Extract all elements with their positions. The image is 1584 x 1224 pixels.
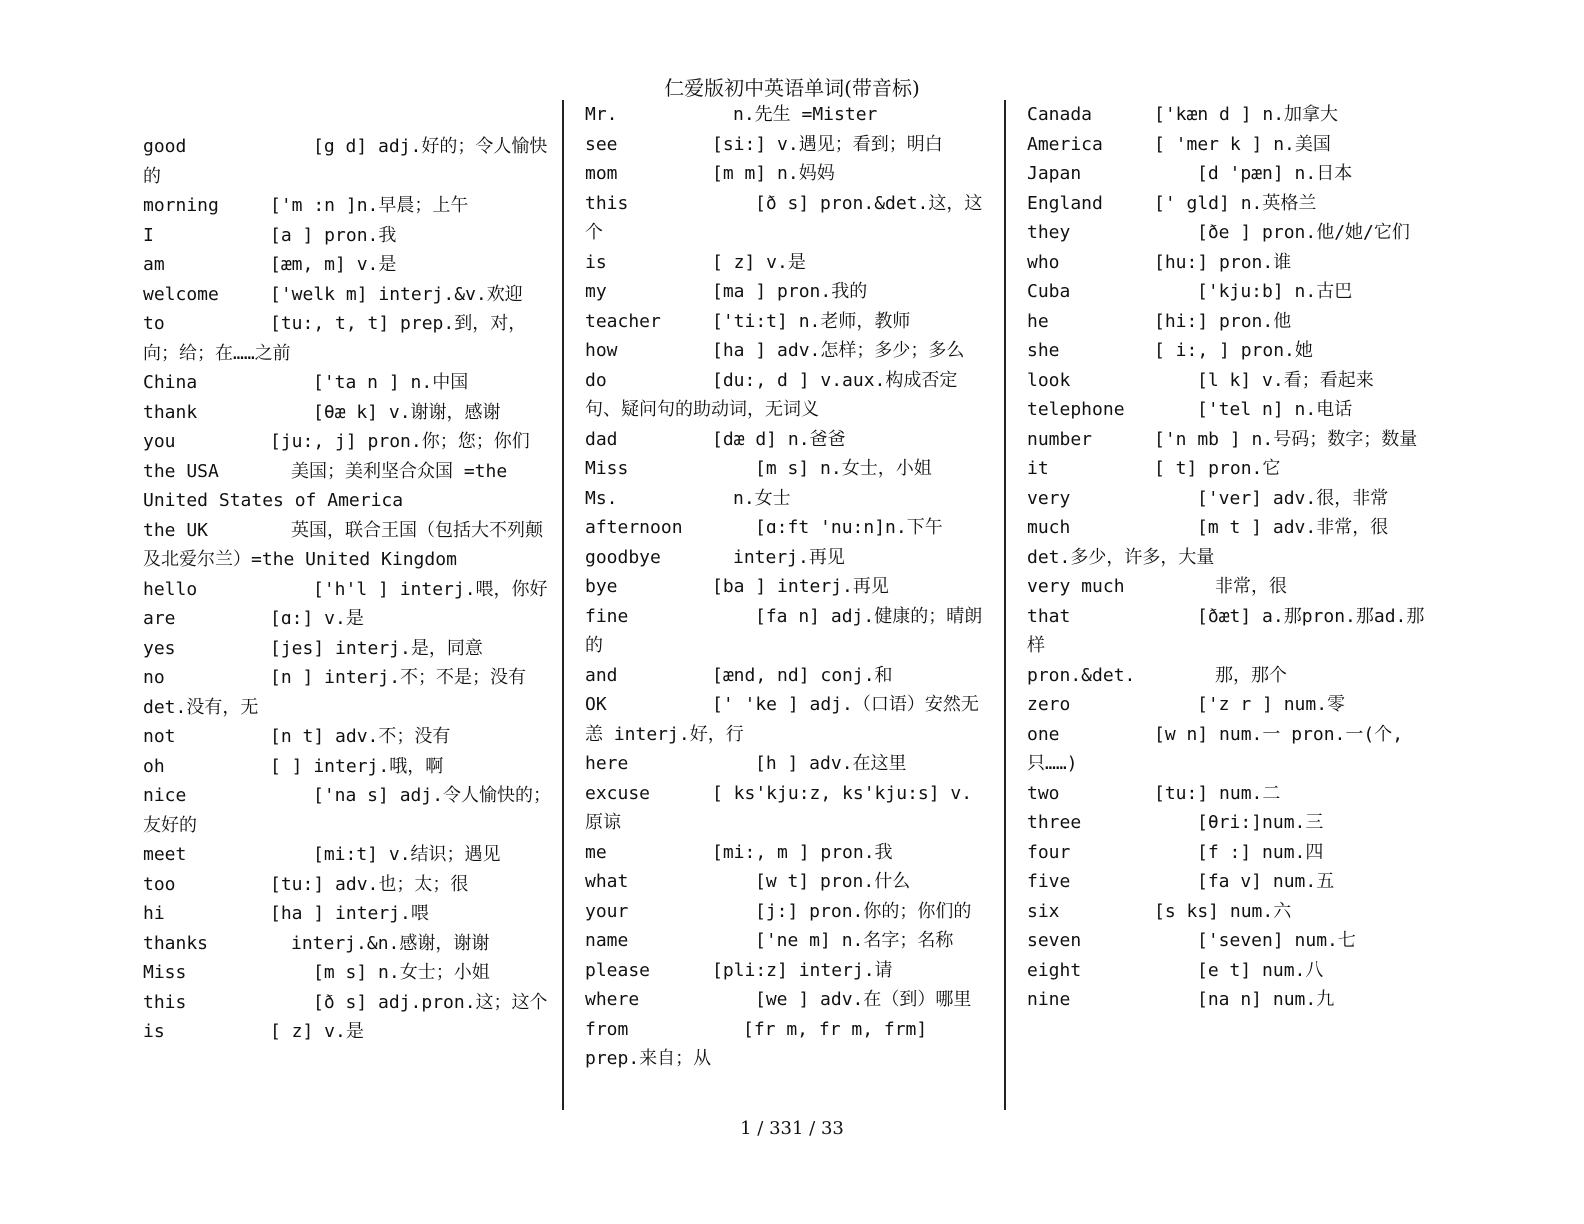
vocab-entry [1027,867,1437,897]
vocab-definition: [ð s] pron.&det.这，这个 [585,192,983,243]
vocab-definition: [ð s] adj.pron.这；这个 [313,991,548,1013]
vocab-definition: [' gld] n.英格兰 [1154,192,1317,214]
vocab-entry [1027,454,1437,484]
vocab-definition: 非常，很 [1215,576,1287,597]
vocab-entry [143,132,553,191]
vocab-word: not [143,726,176,747]
column-1 [143,100,553,1047]
vocab-definition: [ z] v.是 [712,251,806,273]
vocab-entry [143,604,553,634]
vocab-word: good [143,136,187,157]
vocab-entry [585,985,990,1015]
column-2 [585,100,990,1074]
vocab-word: England [1027,192,1103,214]
vocab-word: where [585,989,640,1010]
vocab-entry [143,250,553,280]
vocab-definition: [e t] num.八 [1197,959,1324,981]
vocab-definition: [ t] pron.它 [1154,458,1281,479]
vocab-definition: ['ver] adv.很，非常 [1197,487,1389,509]
vocab-word: from [585,1018,629,1040]
vocab-word: too [143,873,176,895]
vocab-definition: [ ks'kju:z, ks'kju:s] v.原谅 [585,782,973,833]
vocab-entry [585,307,990,337]
vocab-word: Ms. [585,487,618,509]
vocab-definition: [ju:, j] pron.你；您；你们 [270,431,530,452]
vocab-word: look [1027,369,1071,391]
vocab-definition: [si:] v.遇见；看到；明白 [712,133,943,155]
vocab-entry [1027,602,1437,661]
vocab-word: eight [1027,959,1082,981]
vocab-definition: [d 'pæn] n.日本 [1197,163,1353,184]
vocab-word: four [1027,841,1071,863]
vocab-definition: n.先生 =Mister [733,104,878,125]
vocab-entry [585,248,990,278]
vocab-entry [1027,808,1437,838]
vocab-word: yes [143,637,176,659]
vocab-word: it [1027,458,1049,479]
vocab-entry [1027,720,1437,779]
vocab-definition: [we ] adv.在（到）哪里 [755,989,972,1010]
vocab-word: am [143,254,165,275]
vocab-word: Miss [585,458,629,479]
vocab-entry [585,425,990,455]
vocab-entry [143,309,553,368]
vocab-word: pron.&det. [1027,664,1136,686]
vocab-word: thanks [143,932,209,954]
vocab-entry [585,897,990,927]
vocab-definition: ['na s] adj.令人愉快的；友好的 [143,785,552,836]
vocab-definition: ['kæn d ] n.加拿大 [1154,104,1339,125]
vocab-definition: [pli:z] interj.请 [712,959,893,981]
vocab-definition: [w t] pron.什么 [755,871,911,892]
vocab-definition: [fr m, fr m, frm] prep.来自；从 [585,1018,928,1069]
vocab-entry [1027,985,1437,1015]
vocab-entry [585,926,990,956]
vocab-word: name [585,930,629,951]
vocab-definition: [ænd, nd] conj.和 [712,664,893,686]
vocab-word: five [1027,871,1071,892]
vocab-definition: [l k] v.看；看起来 [1197,369,1374,391]
vocab-definition: [hi:] pron.他 [1154,310,1292,332]
vocab-definition: [dæ d] n.爸爸 [712,428,846,450]
vocab-word: she [1027,340,1060,361]
vocab-definition: [j:] pron.你的；你们的 [755,900,972,922]
vocab-entry [143,781,553,840]
vocab-entry [1027,897,1437,927]
vocab-word: much [1027,517,1071,538]
vocab-word: please [585,959,651,981]
vocab-entry [143,516,553,575]
vocab-definition: [ z] v.是 [270,1021,364,1042]
vocab-definition: [m s] n.女士；小姐 [313,962,490,983]
vocab-entry [143,663,553,722]
vocab-definition: [hu:] pron.谁 [1154,251,1292,273]
vocab-entry [143,899,553,929]
vocab-definition: ['kju:b] n.古巴 [1197,281,1353,302]
vocab-entry [1027,248,1437,278]
vocab-word: oh [143,755,165,777]
vocab-entry [585,513,990,543]
vocab-definition: [ɑ:] v.是 [270,608,364,629]
vocab-entry [1027,130,1437,160]
vocab-entry [1027,395,1437,425]
vocab-definition: [ ] interj.哦，啊 [270,755,444,777]
vocab-entry [585,690,990,749]
vocab-definition: [ i:, ] pron.她 [1154,340,1313,361]
vocab-definition: [æm, m] v.是 [270,254,397,275]
vocab-entry [143,988,553,1018]
vocab-word: fine [585,605,629,627]
vocab-entry [585,543,990,573]
vocab-entry [1027,572,1437,602]
vocab-definition: [jes] interj.是，同意 [270,637,483,659]
vocab-entry [143,958,553,988]
vocab-word: you [143,431,176,452]
vocab-word: Cuba [1027,281,1071,302]
vocab-definition: [w n] num.一 pron.一(个,只……) [1027,723,1404,774]
vocab-definition: ['ne m] n.名字；名称 [755,930,954,951]
vocab-entry [143,280,553,310]
vocab-word: nice [143,785,187,806]
vocab-entry [1027,307,1437,337]
vocab-entry [585,749,990,779]
vocab-definition: [ha ] adv.怎样；多少；多么 [712,340,965,361]
vocab-word: here [585,753,629,774]
vocab-definition: [tu:, t, t] prep.到，对，向；给；在……之前 [143,313,527,364]
vocab-word: teacher [585,310,661,332]
vocab-word: Japan [1027,163,1082,184]
vocab-definition: [f :] num.四 [1197,841,1324,863]
vocab-word: America [1027,133,1103,155]
column-divider [562,100,564,1110]
vocab-word: mom [585,163,618,184]
vocab-word: morning [143,195,219,216]
vocab-word: OK [585,694,607,715]
vocab-entry [143,457,553,516]
vocab-definition: [a ] pron.我 [270,224,397,246]
vocab-definition: [tu:] num.二 [1154,782,1281,804]
vocab-entry [585,661,990,691]
vocab-entry [143,221,553,251]
vocab-entry [143,1017,553,1047]
vocab-word: nine [1027,989,1071,1010]
vocab-entry [585,336,990,366]
vocab-word: afternoon [585,517,683,538]
vocab-entry [143,368,553,398]
vocab-entry [585,572,990,602]
vocab-word: number [1027,428,1093,450]
vocab-definition: ['m :n ]n.早晨；上午 [270,195,469,216]
vocab-definition: [' 'ke ] adj.（口语）安然无恙 interj.好，行 [585,694,979,745]
vocab-definition: [θri:]num.三 [1197,812,1324,833]
vocab-definition: [ðe ] pron.他/她/它们 [1197,222,1410,243]
vocab-entry [1027,336,1437,366]
vocab-entry [143,929,553,959]
vocab-definition: [m t ] adv.非常，很 det.多少，许多，大量 [1027,517,1389,568]
vocab-entry [1027,690,1437,720]
vocab-definition: ['seven] num.七 [1197,930,1356,951]
vocab-word: telephone [1027,399,1125,420]
vocab-word: China [143,372,198,393]
vocab-word: what [585,871,629,892]
column-3 [1027,100,1437,1015]
vocab-entry [143,722,553,752]
vocab-definition: 美国；美利坚合众国 =the United States of America [143,460,508,511]
vocab-entry [585,277,990,307]
vocab-word: he [1027,310,1049,332]
vocab-word: dad [585,428,618,450]
vocab-definition: [tu:] adv.也；太；很 [270,873,469,895]
vocab-word: hello [143,578,198,600]
vocab-word: bye [585,576,618,597]
vocab-definition: ['welk m] interj.&v.欢迎 [270,283,523,305]
vocab-entry [1027,926,1437,956]
vocab-word: two [1027,782,1060,804]
vocab-definition: [ 'mer k ] n.美国 [1154,133,1331,155]
vocab-word: do [585,369,607,391]
vocab-definition: [fa n] adj.健康的；晴朗的 [585,605,983,656]
vocab-word: Mr. [585,104,618,125]
vocab-entry [1027,159,1437,189]
vocab-definition: ['z r ] num.零 [1197,694,1346,715]
vocab-word: one [1027,723,1060,745]
vocab-word: who [1027,251,1060,273]
vocab-entry [585,454,990,484]
vocab-word: the USA [143,460,219,482]
vocab-entry [1027,838,1437,868]
vocab-word: thank [143,401,198,423]
vocab-definition: [θæ k] v.谢谢，感谢 [313,401,501,423]
vocab-entry [1027,100,1437,130]
vocab-word: is [143,1021,165,1042]
vocab-definition: [h ] adv.在这里 [755,753,907,774]
vocab-definition: ['h'l ] interj.喂，你好 [313,578,548,600]
vocab-entry [143,427,553,457]
vocab-entry [585,602,990,661]
vocab-entry [1027,484,1437,514]
vocab-word: three [1027,812,1082,833]
vocab-definition: ['tel n] n.电话 [1197,399,1353,420]
vocab-entry [1027,189,1437,219]
vocab-definition: interj.&n.感谢，谢谢 [291,932,490,954]
vocab-entry [1027,366,1437,396]
vocab-word: see [585,133,618,155]
vocab-word: my [585,281,607,302]
vocab-word: is [585,251,607,273]
vocab-word: goodbye [585,546,661,568]
vocab-definition: [ma ] pron.我的 [712,281,868,302]
vocab-entry [143,634,553,664]
vocab-word: excuse [585,782,651,804]
vocab-word: very much [1027,576,1125,597]
vocab-definition: [n t] adv.不；没有 [270,726,451,747]
vocab-word: your [585,900,629,922]
vocab-definition: [mi:, m ] pron.我 [712,841,893,863]
vocab-definition: 英国，联合王国（包括大不列颠及北爱尔兰）=the United Kingdom [143,519,543,570]
vocab-definition: n.女士 [733,487,791,509]
vocab-word: to [143,313,165,334]
vocab-entry [143,870,553,900]
vocab-word: how [585,340,618,361]
vocab-word: welcome [143,283,219,305]
vocab-word: the UK [143,519,209,541]
column-divider [1004,100,1006,1110]
vocab-entry [1027,779,1437,809]
page-number: 1 / 331 / 33 [740,1118,844,1139]
vocab-word: hi [143,903,165,924]
vocab-word: very [1027,487,1071,509]
vocab-definition: [ɑ:ft 'nu:n]n.下午 [755,517,943,538]
vocab-entry [585,366,990,425]
vocab-entry [585,956,990,986]
vocab-word: seven [1027,930,1082,951]
vocab-word: me [585,841,607,863]
vocab-definition: [fa v] num.五 [1197,871,1335,892]
vocab-definition: ['ti:t] n.老师，教师 [712,310,911,332]
vocab-entry [585,867,990,897]
vocab-word: this [143,991,187,1013]
vocab-entry [1027,277,1437,307]
vocab-entry [585,189,990,248]
vocab-entry [143,840,553,870]
vocab-word: six [1027,900,1060,922]
vocab-entry [585,838,990,868]
vocab-definition: ['n mb ] n.号码；数字；数量 [1154,428,1418,450]
document-title: 仁爱版初中英语单词(带音标) [664,76,920,100]
vocab-definition: ['ta n ] n.中国 [313,372,469,393]
vocab-word: no [143,667,165,688]
vocab-word: Miss [143,962,187,983]
vocab-entry [143,191,553,221]
vocab-entry [1027,218,1437,248]
vocab-entry [585,1015,990,1074]
vocab-word: meet [143,844,187,865]
vocab-definition: [du:, d ] v.aux.构成否定句、疑问句的助动词，无词义 [585,369,958,420]
vocab-definition: [s ks] num.六 [1154,900,1292,922]
vocab-entry [585,779,990,838]
vocab-entry [585,100,990,130]
vocab-entry [143,752,553,782]
vocab-word: that [1027,605,1071,627]
vocab-word: zero [1027,694,1071,715]
vocab-entry [585,130,990,160]
vocab-word: and [585,664,618,686]
vocab-definition: [mi:t] v.结识；遇见 [313,844,501,865]
vocab-word: they [1027,222,1071,243]
vocab-definition: [n ] interj.不；不是；没有 det.没有，无 [143,667,527,718]
vocab-entry [1027,956,1437,986]
vocab-definition: interj.再见 [733,546,845,568]
vocab-definition: 那，那个 [1215,664,1287,686]
vocab-word: I [143,224,154,246]
vocab-definition: [m s] n.女士，小姐 [755,458,932,479]
vocab-entry [1027,425,1437,455]
vocab-entry [1027,513,1437,572]
vocab-word: are [143,608,176,629]
vocab-definition: [ðæt] a.那pron.那ad.那样 [1027,605,1425,656]
vocab-definition: [ha ] interj.喂 [270,903,429,924]
vocab-entry [585,484,990,514]
vocab-word: Canada [1027,104,1093,125]
vocab-definition: [g d] adj.好的；令人愉快的 [143,136,548,187]
vocab-definition: [na n] num.九 [1197,989,1335,1010]
vocab-entry [143,398,553,428]
vocab-definition: [m m] n.妈妈 [712,163,835,184]
vocab-entry [585,159,990,189]
vocab-definition: [ba ] interj.再见 [712,576,889,597]
vocab-entry [143,575,553,605]
vocab-entry [1027,661,1437,691]
vocab-word: this [585,192,629,214]
